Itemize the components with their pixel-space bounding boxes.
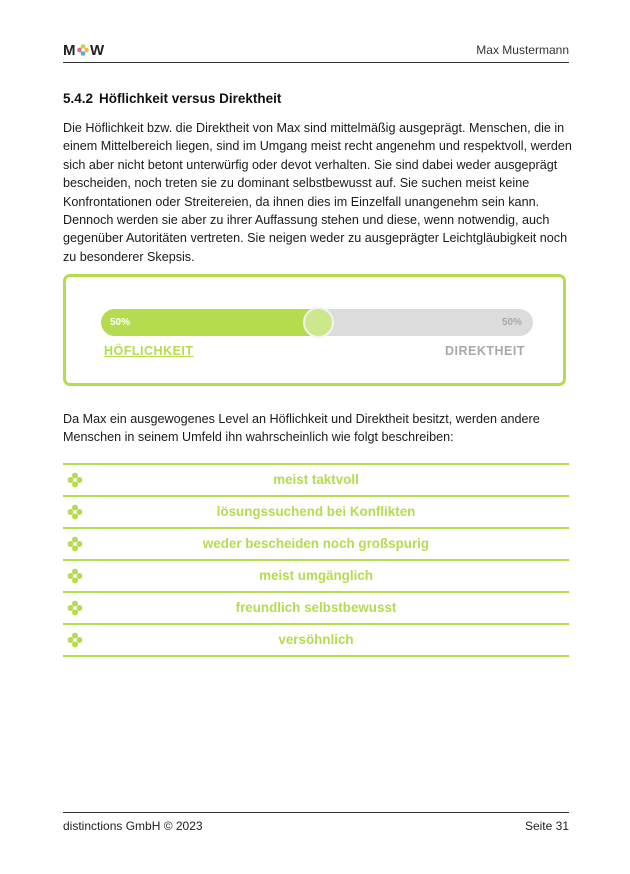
flower-icon	[67, 600, 83, 616]
flower-logo-icon	[77, 44, 89, 56]
logo-letter-m: M	[63, 42, 76, 59]
flower-icon	[67, 536, 83, 552]
page-footer	[63, 812, 569, 833]
flower-icon	[67, 632, 83, 648]
flower-icon	[67, 504, 83, 520]
right-percent-label: 50%	[501, 317, 522, 328]
logo-letter-w: W	[90, 42, 105, 59]
list-item	[63, 465, 569, 497]
list-item	[63, 593, 569, 625]
list-item	[63, 561, 569, 593]
scale-fill	[101, 309, 317, 336]
trait-label: versöhnlich	[278, 632, 354, 647]
company-logo	[63, 42, 105, 59]
scale-marker	[303, 307, 334, 338]
left-trait-label: HÖFLICHKEIT	[104, 344, 194, 358]
trait-label: freundlich selbstbewusst	[235, 600, 397, 615]
section-title: Höflichkeit versus Direktheit	[99, 91, 282, 106]
right-trait-label: DIREKTHEIT	[445, 344, 525, 358]
description-paragraph: Da Max ein ausgewogenes Level an Höflichkeit und Direktheit besitzt, werden andere Menschen in seinem Umfeld ihn wahrscheinlich wie folgt beschreiben:	[63, 412, 540, 445]
flower-icon	[67, 568, 83, 584]
page-number: Seite 31	[524, 819, 569, 833]
footer-company: distinctions GmbH © 2023	[63, 819, 203, 833]
section-heading	[63, 91, 281, 106]
left-percent-label: 50%	[110, 317, 131, 328]
section-number: 5.4.2	[63, 91, 94, 106]
intro-paragraph: Die Höflichkeit bzw. die Direktheit von Max sind mittelmäßig ausgeprägt. Menschen, die in einem Mittelbereich liegen, sind im Umgang meist recht angenehm und respektvoll, werden sich aber nicht betont unterwürfig oder devot verhalten. Sie sind dabei weder ausgeprägt bescheiden, noch treten sie zu dominant selbstbewusst auf. Sie suchen meist keine Konfrontationen oder Streitereien, da ihnen dies im Einzelfall unangenehm sein kann. Dennoch werden sie aber zu ihrer Auffassung stehen und diese, wenn notwendig, auch gegenüber Autoritäten vertreten. Sie neigen weder zu ausgeprägter Leichtgläubigkeit noch zu besonderer Skepsis.	[63, 121, 572, 264]
trait-label: meist umgänglich	[259, 568, 373, 583]
page-header	[63, 40, 569, 63]
list-item	[63, 529, 569, 561]
trait-label: lösungssuchend bei Konflikten	[216, 504, 416, 519]
flower-icon	[67, 472, 83, 488]
trait-label: weder bescheiden noch großspurig	[202, 536, 430, 551]
trait-label: meist taktvoll	[273, 472, 359, 487]
person-name: Max Mustermann	[476, 43, 569, 57]
list-item	[63, 625, 569, 657]
trait-list	[63, 463, 569, 657]
list-item	[63, 497, 569, 529]
trait-scale-card	[63, 274, 566, 386]
